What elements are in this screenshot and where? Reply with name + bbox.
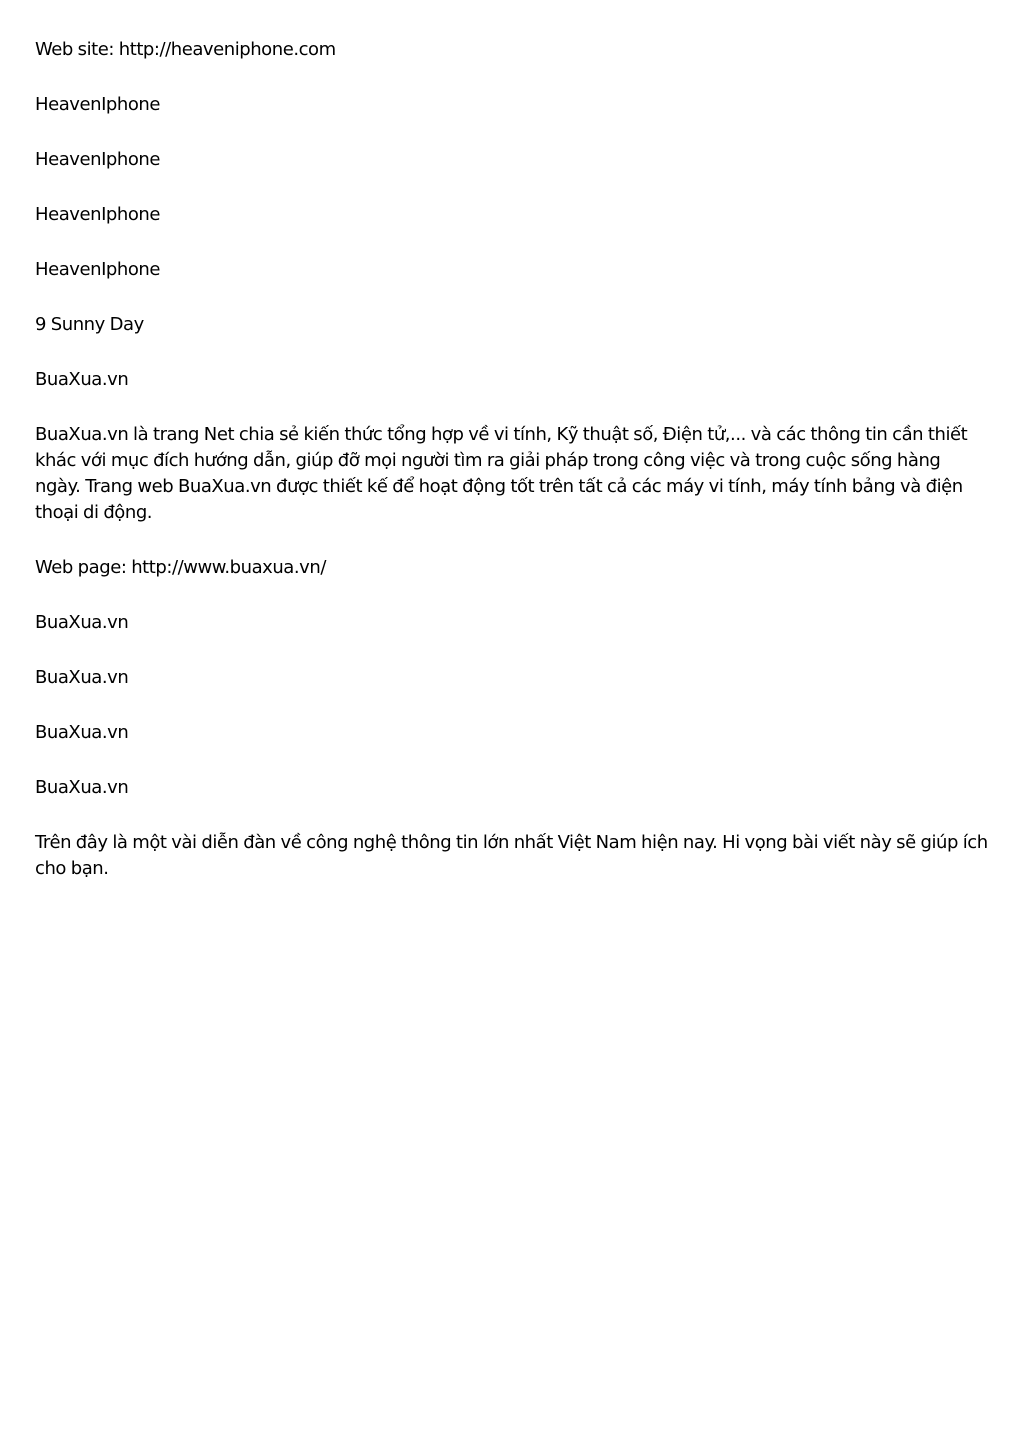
website-line: Web site: http://heaveniphone.com bbox=[35, 39, 336, 60]
site-name-line: HeavenIphone bbox=[35, 149, 161, 170]
site-name-line: BuaXua.vn bbox=[35, 369, 129, 390]
site-name-line: BuaXua.vn bbox=[35, 612, 129, 633]
site-name-line: HeavenIphone bbox=[35, 204, 161, 225]
site-name-line: BuaXua.vn bbox=[35, 777, 129, 798]
site-name-line: 9 Sunny Day bbox=[35, 314, 144, 335]
closing-paragraph: Trên đây là một vài diễn đàn về công nghệ thông tin lớn nhất Việt Nam hiện nay. Hi vọng bài viết này sẽ giúp ích cho bạn. bbox=[35, 832, 988, 879]
site-name-line: BuaXua.vn bbox=[35, 722, 129, 743]
site-name-line: HeavenIphone bbox=[35, 259, 161, 280]
webpage-line: Web page: http://www.buaxua.vn/ bbox=[35, 557, 326, 578]
site-name-line: BuaXua.vn bbox=[35, 667, 129, 688]
document-body bbox=[35, 37, 990, 911]
description-paragraph: BuaXua.vn là trang Net chia sẻ kiến thức tổng hợp về vi tính, Kỹ thuật số, Điện tử,... và các thông tin cần thiết khác với mục đích hướng dẫn, giúp đỡ mọi người tìm ra giải pháp trong công việc và trong cuộc sống hàng ngày. Trang web BuaXua.vn được thiết kế để hoạt động tốt trên tất cả các máy vi tính, máy tính bảng và điện thoại di động. bbox=[35, 424, 968, 523]
site-name-line: HeavenIphone bbox=[35, 94, 161, 115]
